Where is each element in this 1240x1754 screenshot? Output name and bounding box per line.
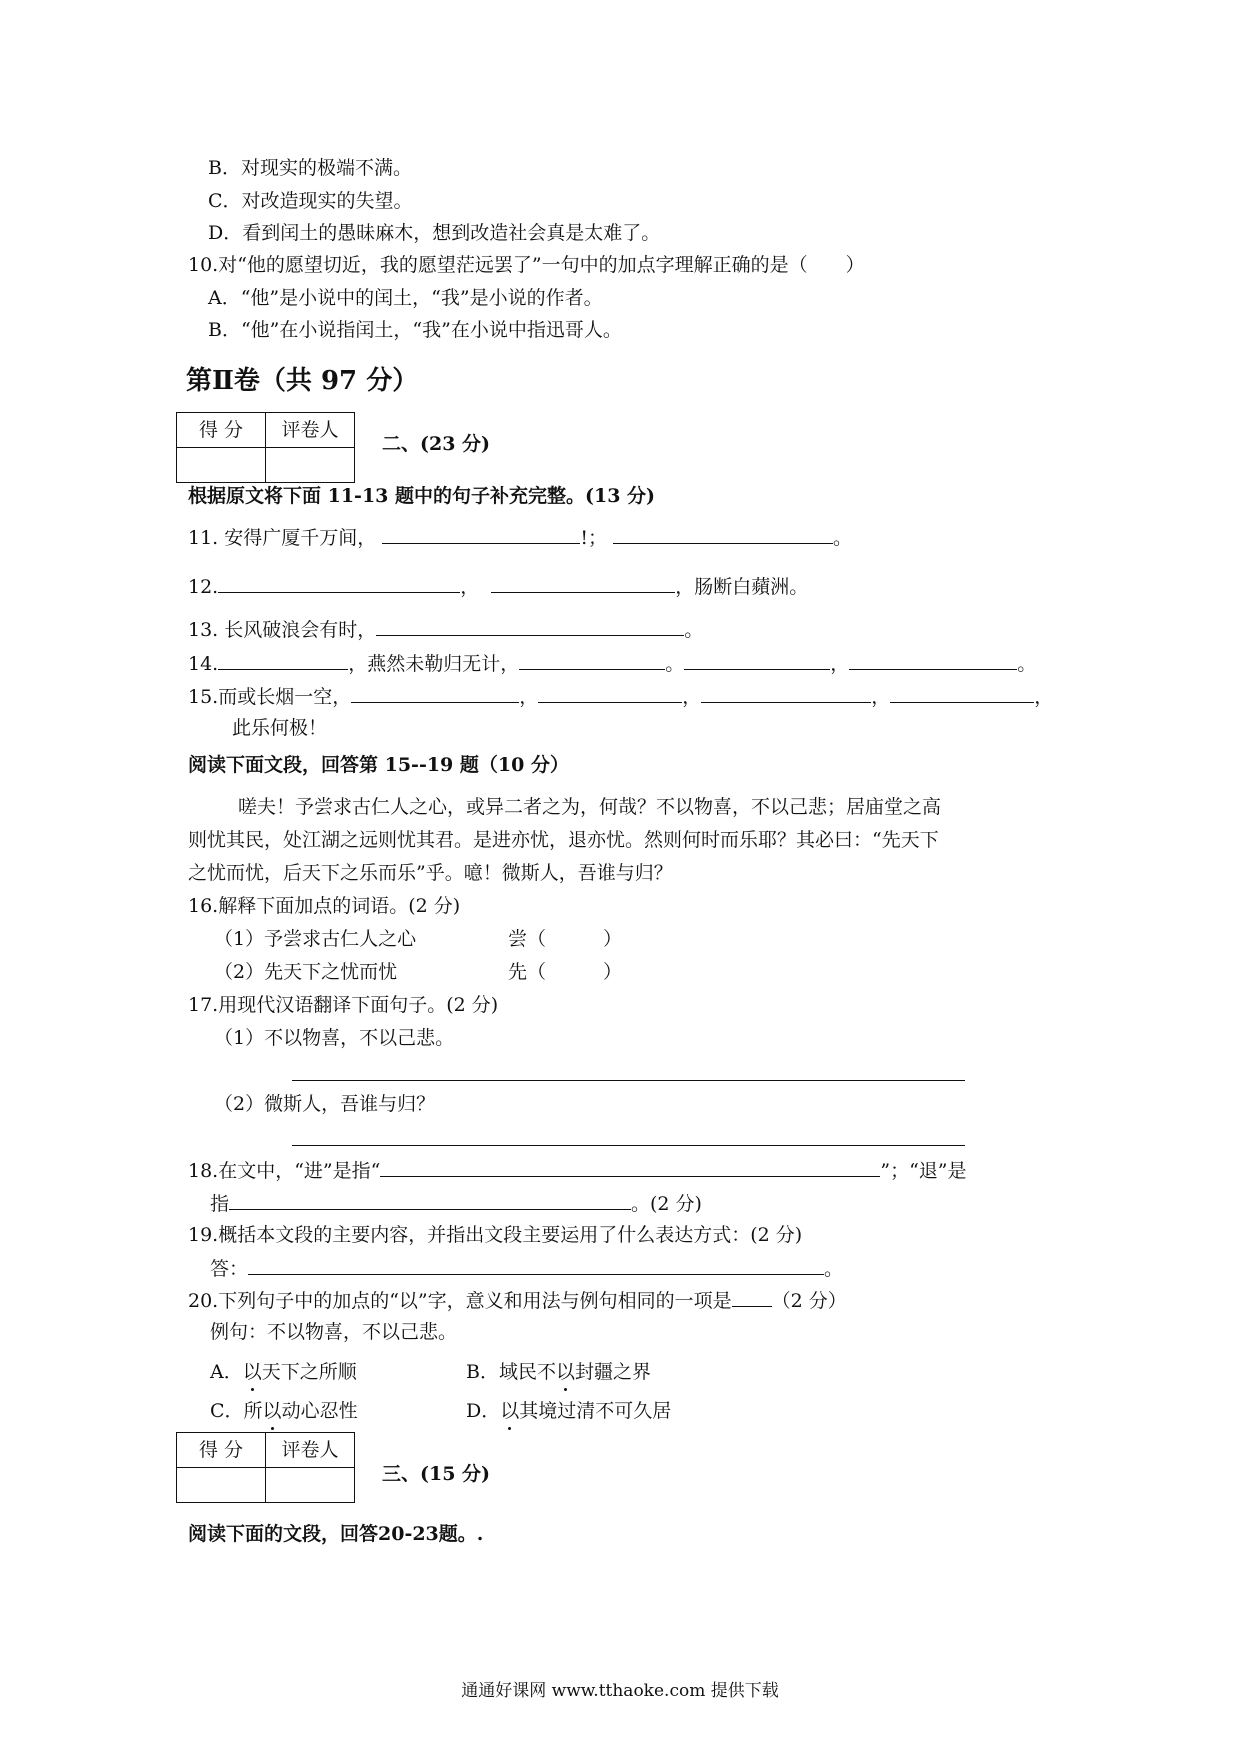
q15-prefix: 15.而或长烟一空，: [188, 686, 352, 708]
q20-blank[interactable]: [732, 1288, 772, 1307]
q17-item-2: （2）微斯人，吾谁与归？: [214, 1093, 436, 1115]
passage-line-3: 之忧而忧，后天下之乐而乐”乎。噫！微斯人，吾谁与归？: [188, 862, 673, 884]
reviewer-cell[interactable]: [266, 1468, 355, 1503]
q15-comma-4: ，: [1034, 686, 1054, 708]
q11: [188, 525, 852, 550]
q16-word-1: 尝（ ）: [508, 928, 623, 950]
q15-comma-1: ，: [519, 686, 539, 708]
q14-blank-3[interactable]: [684, 651, 830, 670]
section-3-title: 三、(15 分): [382, 1463, 491, 1485]
q14-mid: ，燕然未勒归无计，: [348, 653, 520, 675]
volume-title: 第Ⅱ卷（共 97 分）: [186, 366, 419, 396]
q12-blank-1[interactable]: [218, 574, 460, 593]
q13-blank[interactable]: [376, 617, 684, 636]
q15-blank-2[interactable]: [538, 684, 682, 703]
reading-1-instruction: 阅读下面文段，回答第 15--19 题（10 分）: [188, 754, 569, 776]
q20-stem: [188, 1288, 847, 1313]
q15-blank-3[interactable]: [701, 684, 871, 703]
q18-blank-2[interactable]: [229, 1191, 631, 1210]
q10-option-a: A．“他”是小说中的闰土，“我”是小说的作者。: [208, 287, 603, 309]
q13-prefix: 13. 长风破浪会有时，: [188, 619, 377, 641]
q9-option-b: B．对现实的极端不满。: [208, 157, 412, 179]
q18-text-d: 。(2 分): [631, 1193, 702, 1215]
q16-item-2: （2）先天下之忧而忧: [214, 961, 398, 983]
q9-option-c: C．对改造现实的失望。: [208, 190, 413, 212]
reviewer-cell[interactable]: [266, 448, 355, 483]
fill-instruction: 根据原文将下面 11-13 题中的句子补充完整。(13 分): [188, 485, 656, 507]
q18-text-c: 指: [210, 1193, 230, 1215]
q14-blank-4[interactable]: [849, 651, 1017, 670]
q19-end: 。: [824, 1258, 844, 1280]
q19-blank[interactable]: [248, 1256, 824, 1275]
q20-example: 例句：不以物喜，不以己悲。: [210, 1321, 458, 1343]
q15-blank-1[interactable]: [351, 684, 519, 703]
q18-text-b: ”；“退”是: [880, 1160, 967, 1182]
q18-blank-1[interactable]: [380, 1158, 880, 1177]
q20-option-a: A．以天下之所顺: [210, 1361, 357, 1383]
score-box-section-2: [176, 412, 355, 483]
q15-comma-2: ，: [682, 686, 702, 708]
passage-line-2: 则忧其民，处江湖之远则忧其君。是进亦忧，退亦忧。然则何时而乐耶？其必曰：“先天下: [188, 829, 939, 851]
q12: [188, 574, 808, 599]
q14-end: 。: [1017, 653, 1037, 675]
q11-end: 。: [833, 527, 853, 549]
q14-p2: ，: [830, 653, 850, 675]
q19-answer-label: 答：: [210, 1258, 249, 1280]
page-footer: 通通好课网 www.tthaoke.com 提供下载: [461, 1681, 779, 1701]
q12-comma: ，: [460, 576, 480, 598]
q20-stem-text: 20.下列句子中的加点的“以”字，意义和用法与例句相同的一项是: [188, 1290, 732, 1312]
q12-prefix: 12.: [188, 576, 219, 598]
q11-blank-1[interactable]: [382, 525, 580, 544]
score-cell[interactable]: [177, 448, 266, 483]
q10-option-b: B．“他”在小说指闰土，“我”在小说中指迅哥人。: [208, 319, 622, 341]
reviewer-label: 评卷人: [266, 413, 355, 448]
q9-option-d: D．看到闰土的愚昧麻木，想到改造社会真是太难了。: [208, 222, 661, 244]
q16-item-1: （1）予尝求古仁人之心: [214, 928, 417, 950]
q13: [188, 617, 703, 642]
q16-stem: 16.解释下面加点的词语。(2 分): [188, 895, 461, 917]
q15-comma-3: ，: [871, 686, 891, 708]
q11-blank-2[interactable]: [613, 525, 833, 544]
q18-line-1: [188, 1158, 967, 1183]
q20-option-d: D．以其境过清不可久居: [466, 1400, 672, 1422]
q15-blank-4[interactable]: [890, 684, 1034, 703]
q14: [188, 651, 1036, 676]
q19-answer: [210, 1256, 843, 1281]
q19-stem: 19.概括本文段的主要内容，并指出文段主要运用了什么表达方式：(2 分): [188, 1224, 803, 1246]
q17-answer-line-1[interactable]: [292, 1080, 965, 1081]
passage-line-1: 嗟夫！予尝求古仁人之心，或异二者之为，何哉？不以物喜，不以己悲；居庙堂之高: [238, 796, 942, 818]
q14-p1: 。: [665, 653, 685, 675]
q14-blank-1[interactable]: [218, 651, 348, 670]
q17-answer-line-2[interactable]: [292, 1145, 965, 1146]
q18-text-a: 18.在文中，“进”是指“: [188, 1160, 381, 1182]
q14-blank-2[interactable]: [519, 651, 665, 670]
q20-points: （2 分）: [771, 1290, 847, 1312]
q18-line-2: [210, 1191, 702, 1216]
score-box-section-3: [176, 1432, 355, 1503]
q17-stem: 17.用现代汉语翻译下面句子。(2 分): [188, 994, 499, 1016]
q20-option-b: B．域民不以封疆之界: [466, 1361, 651, 1383]
section-2-title: 二、(23 分): [382, 433, 491, 455]
reading-2-instruction: 阅读下面的文段，回答20-23题。.: [188, 1523, 484, 1545]
score-label: 得 分: [177, 413, 266, 448]
q12-blank-2[interactable]: [491, 574, 675, 593]
q17-item-1: （1）不以物喜，不以己悲。: [214, 1027, 455, 1049]
q12-end: ，肠断白蘋洲。: [675, 576, 809, 598]
q15: [188, 684, 1053, 709]
q16-word-2: 先（ ）: [508, 961, 623, 983]
q20-option-c: C．所以动心忍性: [210, 1400, 358, 1422]
q11-prefix: 11. 安得广厦千万间，: [188, 527, 377, 549]
q13-end: 。: [684, 619, 704, 641]
q15-tail: 此乐何极！: [232, 717, 328, 739]
score-label: 得 分: [177, 1433, 266, 1468]
q10-stem: 10.对“他的愿望切近，我的愿望茫远罢了”一句中的加点字理解正确的是（ ）: [188, 254, 865, 276]
score-cell[interactable]: [177, 1468, 266, 1503]
reviewer-label: 评卷人: [266, 1433, 355, 1468]
q11-mid: !；: [580, 527, 607, 549]
q14-prefix: 14.: [188, 653, 219, 675]
